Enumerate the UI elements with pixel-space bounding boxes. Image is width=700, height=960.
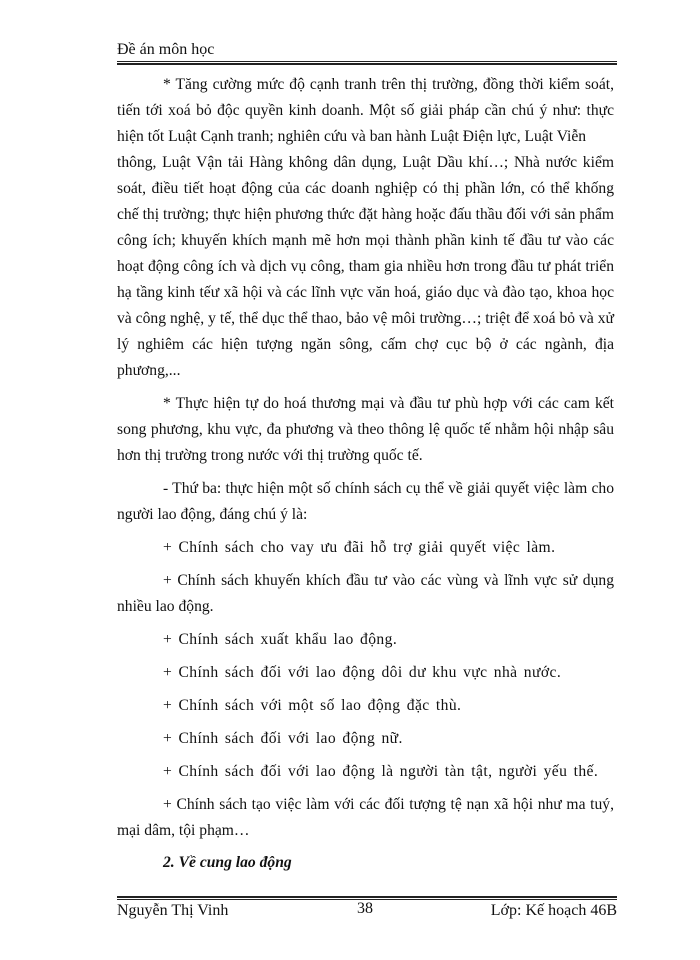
page-header-title: Đề án môn học	[117, 41, 215, 58]
header-divider-thick	[117, 63, 617, 65]
header-divider	[117, 61, 617, 62]
paragraph-competition-continued: thông, Luật Vận tải Hàng không dân dụng, Luật Dầu khí…; Nhà nước kiểm soát, điều tiết hoạt động của các doanh nghiệp có thị phần lớn, có thể khống chế thị trường; thực hiện phương thức đặt hàng hoặc đấu thầu đối với sản phẩm công ích; khuyến khích mạnh mẽ hơn mọi thành phần kinh tế đầu tư vào các hoạt động công ích và dịch vụ công, tham gia nhiều hơn trong đầu tư phát triển hạ tầng kinh tếư xã hội và các lĩnh vực văn hoá, giáo dục và đào tạo, khoa học và công nghệ, y tế, thể dục thể thao, bảo vệ môi trường…; triệt để xoá bỏ và xử lý nghiêm các hiện tượng ngăn sông, cấm chợ cục bộ ở các ngành, địa phương,...	[117, 154, 614, 379]
policy-item-female-labor: + Chính sách đối với lao động nữ.	[163, 730, 403, 747]
policy-item-loans: + Chính sách cho vay ưu đãi hỗ trợ giải quyết việc làm.	[163, 539, 556, 556]
policy-item-disabled-labor: + Chính sách đối với lao động là người tàn tật, người yếu thế.	[163, 763, 599, 780]
footer-divider-thick	[117, 896, 617, 898]
policy-item-special-labor: + Chính sách với một số lao động đặc thù.	[163, 697, 462, 714]
page-number: 38	[357, 900, 373, 917]
policy-item-surplus-labor: + Chính sách đối với lao động dôi dư khu vực nhà nước.	[163, 664, 562, 681]
footer-author: Nguyễn Thị Vinh	[117, 902, 229, 919]
section-heading: 2. Về cung lao động	[163, 854, 292, 871]
footer-class: Lớp: Kế hoạch 46B	[490, 902, 617, 919]
paragraph-employment-policies: - Thứ ba: thực hiện một số chính sách cụ thể về giải quyết việc làm cho người lao động, đáng chú ý là:	[117, 480, 614, 523]
policy-item-investment: + Chính sách khuyến khích đầu tư vào các vùng và lĩnh vực sử dụng nhiều lao động.	[117, 572, 614, 615]
document-body	[117, 72, 614, 892]
page-footer	[117, 902, 617, 924]
paragraph-competition: * Tăng cường mức độ cạnh tranh trên thị trường, đồng thời kiểm soát, tiến tới xoá bỏ độc quyền kinh doanh. Một số giải pháp cần chú ý như: thực hiện tốt Luật Cạnh tranh; nghiên cứu và ban hành Luật Điện lực, Luật Viễn	[117, 76, 614, 145]
paragraph-trade-liberalization: * Thực hiện tự do hoá thương mại và đầu tư phù hợp với các cam kết song phương, khu vực, đa phương và theo thông lệ quốc tế nhằm hội nhập sâu hơn thị trường trong nước với thị trường quốc tế.	[117, 395, 614, 464]
policy-item-social-evils: + Chính sách tạo việc làm với các đối tượng tệ nạn xã hội như ma tuý, mại dâm, tội phạm…	[117, 796, 614, 839]
policy-item-export-labor: + Chính sách xuất khẩu lao động.	[163, 631, 398, 648]
